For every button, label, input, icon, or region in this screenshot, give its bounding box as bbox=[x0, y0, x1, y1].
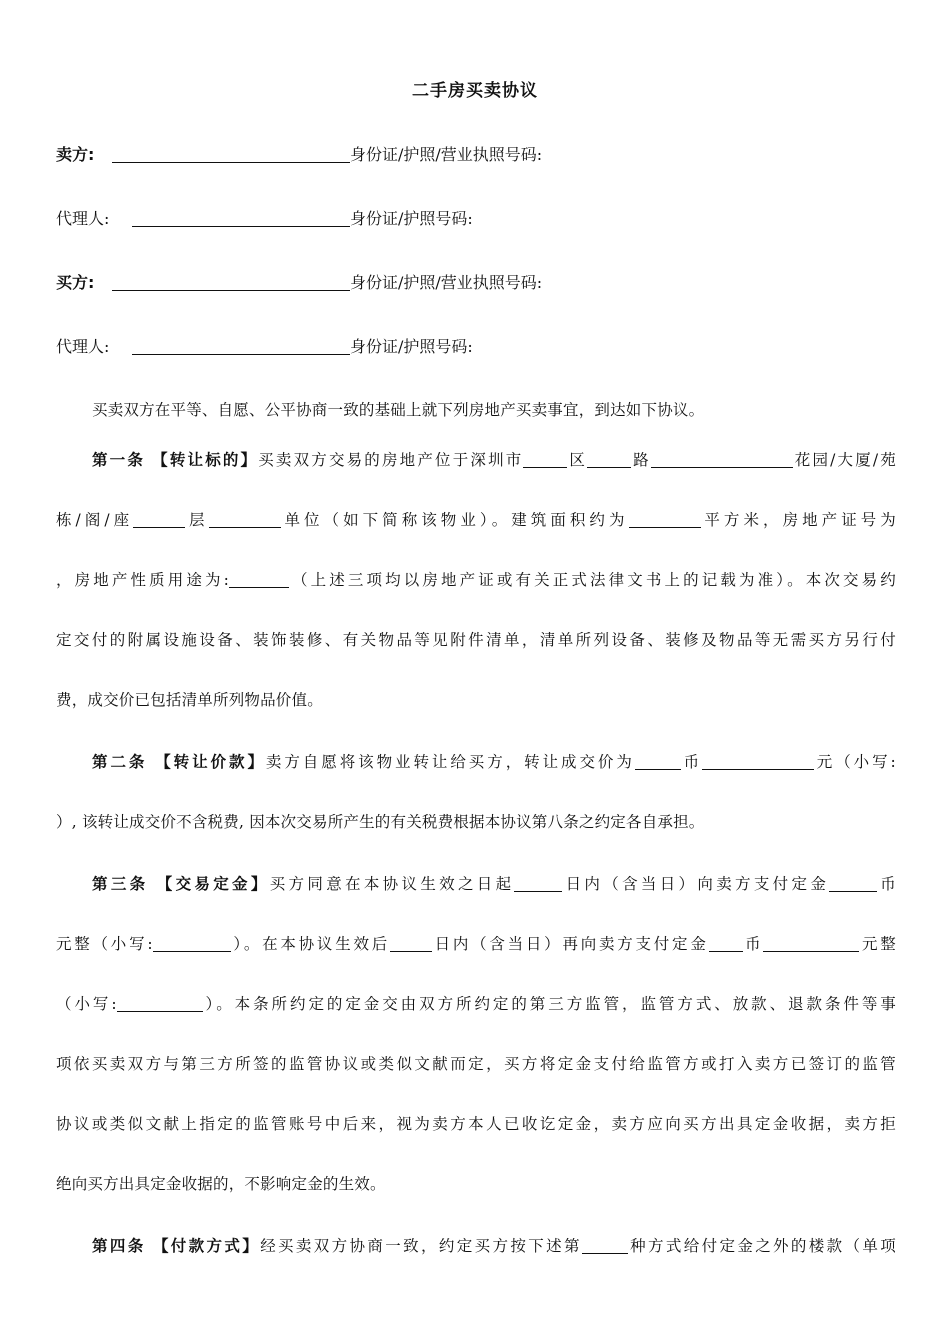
buyer-agent-row bbox=[56, 334, 896, 357]
article3-line2 bbox=[56, 932, 896, 956]
usage-blank[interactable] bbox=[229, 571, 289, 588]
article1-tag: 【转让标的】 bbox=[152, 451, 259, 469]
article1-text: （上述三项均以房地产证或有关正式法律文书上的记载为准）。本次交易约 bbox=[289, 571, 896, 589]
article3-text: 元整（小写: bbox=[56, 935, 153, 953]
article1-text: 花园/大厦/苑 bbox=[792, 451, 896, 469]
article3-text: 币 bbox=[877, 875, 896, 893]
article1-line1 bbox=[92, 448, 896, 472]
intro-paragraph: 买卖双方在平等、自愿、公平协商一致的基础上就下列房地产买卖事宜，到达如下协议。 bbox=[92, 401, 705, 419]
document-title: 二手房买卖协议 bbox=[412, 81, 538, 101]
article3-text: ）。本条所约定的定金交由双方所约定的第三方监管，监管方式、放款、退款条件等事 bbox=[202, 995, 896, 1013]
seller-agent-label: 代理人: bbox=[56, 209, 110, 228]
article3-text: 买方同意在本协议生效之日起 bbox=[269, 875, 515, 893]
article2-text: 卖方自愿将该物业转让给买方，转让成交价为 bbox=[265, 753, 635, 771]
article4-text: 经买卖双方协商一致，约定买方按下述第 bbox=[260, 1237, 582, 1255]
building-blank[interactable] bbox=[133, 511, 185, 528]
article1-text: 平方米，房地产证号为 bbox=[700, 511, 896, 529]
price-currency-blank[interactable] bbox=[635, 753, 681, 770]
article2-line1 bbox=[92, 750, 896, 774]
article3-line5: 协议或类似文献上指定的监管账号中后来，视为卖方本人已收讫定金，卖方应向买方出具定金收据，卖方拒 bbox=[56, 1115, 896, 1133]
floor-blank[interactable] bbox=[209, 511, 281, 528]
article3-line4: 项依买卖双方与第三方所签的监管协议或类似文献而定，买方将定金支付给监管方或打入卖方已签订的监管 bbox=[56, 1055, 896, 1073]
article3-line6: 绝向买方出具定金收据的，不影响定金的生效。 bbox=[56, 1175, 386, 1193]
deposit-days-blank[interactable] bbox=[514, 875, 562, 892]
article1-text: 买卖双方交易的房地产位于深圳市 bbox=[258, 451, 524, 469]
buyer-agent-id-label: 身份证/护照号码: bbox=[350, 337, 473, 356]
article1-line3 bbox=[56, 568, 896, 592]
seller-agent-row bbox=[56, 206, 896, 229]
article1-line5: 费，成交价已包括清单所列物品价值。 bbox=[56, 691, 323, 709]
price-amount-blank[interactable] bbox=[702, 753, 814, 770]
article3-line3 bbox=[56, 992, 896, 1016]
article4-text: 种方式给付定金之外的楼款（单项 bbox=[627, 1237, 896, 1255]
article1-text: 栋/阁/座 bbox=[56, 511, 134, 529]
article3-heading: 第三条 bbox=[92, 875, 149, 893]
article3-text: （小写: bbox=[56, 995, 117, 1013]
buyer-name-blank[interactable] bbox=[112, 274, 350, 291]
seller-agent-id-label: 身份证/护照号码: bbox=[350, 209, 473, 228]
article3-text: 日内（含当日）向卖方支付定金 bbox=[562, 875, 830, 893]
article2-heading: 第二条 bbox=[92, 753, 148, 771]
article1-text: ，房地产性质用途为: bbox=[56, 571, 230, 589]
district-blank[interactable] bbox=[523, 451, 567, 468]
seller-name-blank[interactable] bbox=[112, 146, 350, 163]
article2-line2: ）, 该转让成交价不含税费, 因本次交易所产生的有关税费根据本协议第八条之约定各自承担。 bbox=[56, 813, 705, 831]
article1-text: 路 bbox=[631, 451, 651, 469]
article4-tag: 【付款方式】 bbox=[152, 1237, 261, 1255]
deposit-small-amount-blank[interactable] bbox=[153, 935, 231, 952]
seller-agent-name-blank[interactable] bbox=[132, 210, 350, 227]
seller-row bbox=[56, 142, 896, 165]
buyer-row bbox=[56, 270, 896, 293]
article1-text: 层 bbox=[185, 511, 209, 529]
buyer-label: 买方: bbox=[56, 273, 95, 292]
article2-text: 元（小写: bbox=[814, 753, 896, 771]
buyer-agent-label: 代理人: bbox=[56, 337, 110, 356]
second-deposit-small-blank[interactable] bbox=[117, 995, 203, 1012]
area-blank[interactable] bbox=[629, 511, 701, 528]
second-deposit-amount-blank[interactable] bbox=[763, 935, 859, 952]
article1-line4: 定交付的附属设施设备、装饰装修、有关物品等见附件清单，清单所列设备、装修及物品等无需买方另行付 bbox=[56, 631, 896, 649]
article4-heading: 第四条 bbox=[92, 1237, 146, 1255]
article1-line2 bbox=[56, 508, 896, 532]
article3-tag: 【交易定金】 bbox=[156, 875, 270, 893]
article3-line1 bbox=[92, 872, 896, 896]
second-deposit-days-blank[interactable] bbox=[390, 935, 432, 952]
article3-text: ）。在本协议生效后 bbox=[230, 935, 390, 953]
buyer-id-label: 身份证/护照/营业执照号码: bbox=[350, 273, 543, 292]
article2-tag: 【转让价款】 bbox=[155, 753, 266, 771]
article3-text: 币 bbox=[742, 935, 764, 953]
deposit-currency-blank[interactable] bbox=[829, 875, 877, 892]
article1-text: 区 bbox=[567, 451, 588, 469]
second-deposit-currency-blank[interactable] bbox=[709, 935, 743, 952]
article1-text: 单位（如下简称该物业）。建筑面积约为 bbox=[280, 511, 629, 529]
article2-text: 币 bbox=[680, 753, 703, 771]
estate-blank[interactable] bbox=[651, 451, 793, 468]
article3-text: 日内（含当日）再向卖方支付定金 bbox=[432, 935, 709, 953]
buyer-agent-name-blank[interactable] bbox=[132, 338, 350, 355]
article1-heading: 第一条 bbox=[92, 451, 146, 469]
payment-method-blank[interactable] bbox=[582, 1237, 628, 1254]
seller-label: 卖方: bbox=[56, 145, 95, 164]
article4-line1 bbox=[92, 1234, 896, 1258]
article3-text: 元整 bbox=[859, 935, 896, 953]
road-blank[interactable] bbox=[587, 451, 631, 468]
seller-id-label: 身份证/护照/营业执照号码: bbox=[350, 145, 543, 164]
